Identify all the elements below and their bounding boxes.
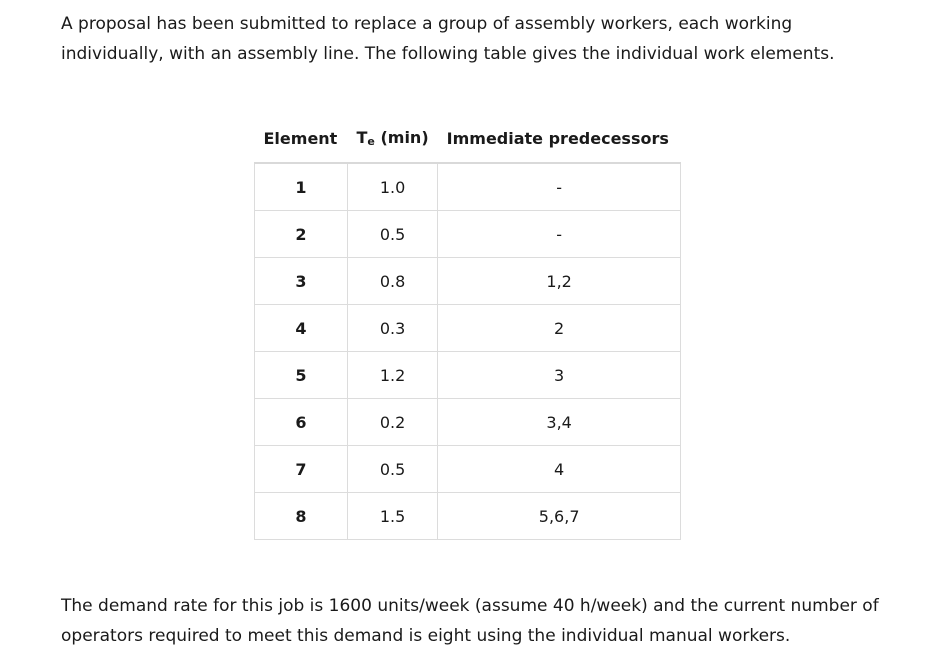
cell-te: 0.2 — [348, 399, 438, 446]
cell-predecessors: - — [438, 163, 681, 211]
cell-te: 1.5 — [348, 493, 438, 540]
header-element: Element — [255, 114, 348, 163]
cell-element: 4 — [255, 305, 348, 352]
cell-predecessors: - — [438, 211, 681, 258]
demand-paragraph: The demand rate for this job is 1600 units/week (assume 40 h/week) and the current number of operators required to meet this demand is eight using the individual manual workers. — [61, 596, 879, 646]
header-te-unit: (min) — [374, 128, 429, 147]
intro-paragraph: A proposal has been submitted to replace a group of assembly workers, each working individually, with an assembly line. The following table gives the individual work elements. — [61, 14, 835, 64]
table-row — [255, 211, 681, 258]
cell-predecessors: 3 — [438, 352, 681, 399]
header-predecessors: Immediate predecessors — [438, 114, 681, 163]
table-row — [255, 493, 681, 540]
header-te-main: T — [356, 128, 368, 147]
table-header-row — [255, 114, 681, 163]
header-te — [348, 114, 438, 163]
cell-te: 0.3 — [348, 305, 438, 352]
table-row — [255, 352, 681, 399]
cell-predecessors: 4 — [438, 446, 681, 493]
cell-te: 0.5 — [348, 211, 438, 258]
cell-te: 0.5 — [348, 446, 438, 493]
cell-element: 3 — [255, 258, 348, 305]
header-te-subscript: e — [367, 135, 375, 148]
work-elements-table — [254, 114, 681, 540]
cell-te: 1.0 — [348, 163, 438, 211]
cell-te: 1.2 — [348, 352, 438, 399]
cell-predecessors: 2 — [438, 305, 681, 352]
cell-predecessors: 3,4 — [438, 399, 681, 446]
cell-element: 6 — [255, 399, 348, 446]
table-row — [255, 305, 681, 352]
cell-te: 0.8 — [348, 258, 438, 305]
table-row — [255, 258, 681, 305]
table-row — [255, 399, 681, 446]
cell-element: 7 — [255, 446, 348, 493]
cell-element: 1 — [255, 163, 348, 211]
cell-element: 5 — [255, 352, 348, 399]
cell-predecessors: 5,6,7 — [438, 493, 681, 540]
table-row — [255, 446, 681, 493]
table-row — [255, 163, 681, 211]
cell-element: 2 — [255, 211, 348, 258]
cell-element: 8 — [255, 493, 348, 540]
cell-predecessors: 1,2 — [438, 258, 681, 305]
